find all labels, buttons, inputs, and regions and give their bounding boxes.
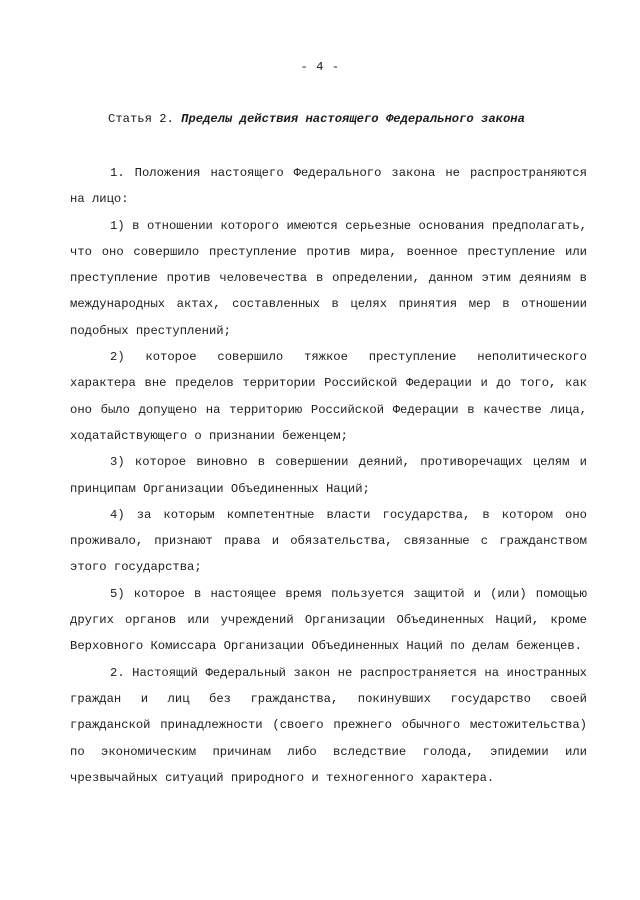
paragraph-1-item-5: 5) которое в настоящее время пользуется защитой и (или) помощью других органов или учреждений Организации Объединенных Наций, кроме Верховного Комиссара Организации Объединенных Наций по делам беженцев. (70, 586, 587, 654)
article-body (70, 160, 587, 791)
article-heading (108, 112, 525, 126)
page-number: - 4 - (300, 60, 340, 74)
paragraph-1-item-4: 4) за которым компетентные власти государства, в котором оно проживало, признают права и обязательства, связанные с гражданством этого государства; (70, 507, 587, 575)
paragraph-1-item-1: 1) в отношении которого имеются серьезные основания предполагать, что оно совершило преступление против мира, военное преступление или преступление против человечества в определении, данном этим деяниям в международных актах, составленных в целях принятия мер в отношении подобных преступлений; (70, 218, 587, 338)
paragraph-1: 1. Положения настоящего Федерального закона не распространяются на лицо: (70, 166, 587, 207)
paragraph-1-item-3: 3) которое виновно в совершении деяний, противоречащих целям и принципам Организации Объединенных Наций; (70, 455, 587, 496)
paragraph-2: 2. Настоящий Федеральный закон не распространяется на иностранных граждан и лиц без гражданства, покинувших государство своей гражданской принадлежности (своего прежнего обычного местожительства) по экономическим причинам либо вследствие голода, эпидемии или чрезвычайных ситуаций природного и техногенного характера. (70, 665, 587, 785)
article-label: Статья 2. (108, 112, 174, 126)
paragraph-1-item-2: 2) которое совершило тяжкое преступление неполитического характера вне пределов территории Российской Федерации и до того, как оно было допущено на территорию Российской Федерации в качестве лица, ходатайствующего о признании беженцем; (70, 350, 587, 443)
article-title: Пределы действия настоящего Федерального закона (181, 112, 525, 126)
